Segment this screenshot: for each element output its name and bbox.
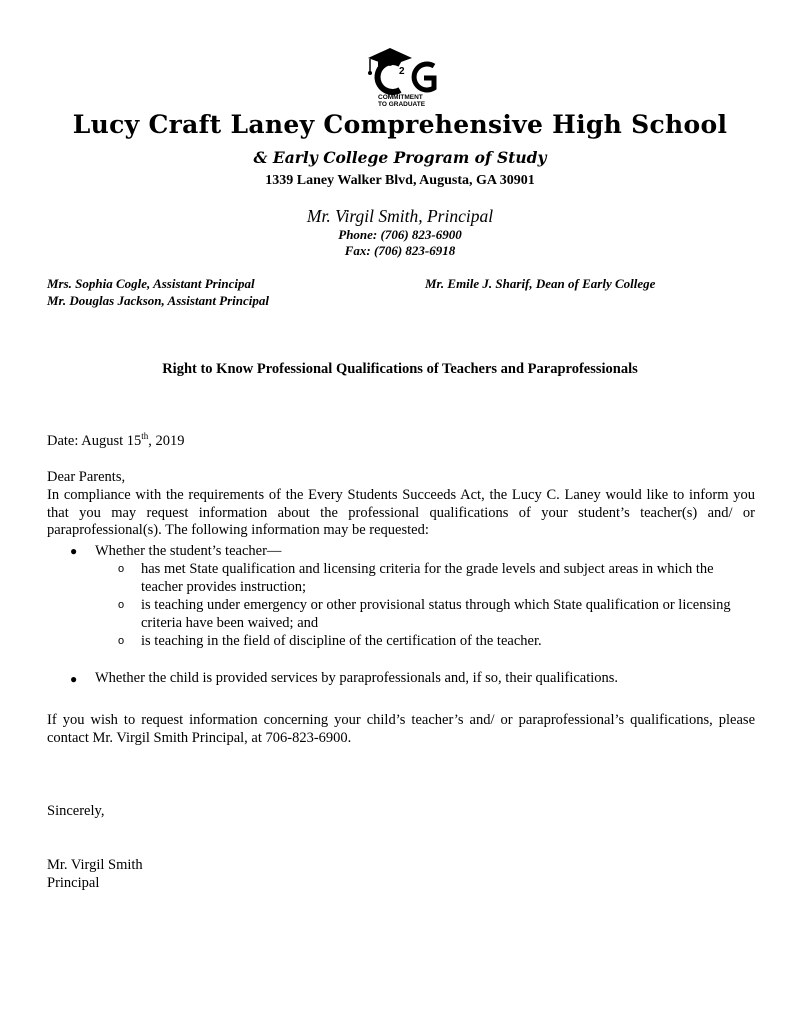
dean-early-college: Mr. Emile J. Sharif, Dean of Early College (425, 276, 656, 291)
program-name: & Early College Program of Study (253, 148, 547, 167)
logo-tagline-line-1: COMMITMENT (378, 94, 423, 101)
date-prefix: Date: August 15 (47, 433, 142, 449)
fax-number: Fax: (706) 823-6918 (344, 243, 456, 258)
signature-title: Principal (47, 875, 100, 891)
logo-superscript: 2 (399, 66, 405, 77)
logo-tagline-line-2: TO GRADUATE (378, 101, 426, 108)
bullet-teacher: Whether the student’s teacher— (95, 543, 282, 559)
document-title: Right to Know Professional Qualifications of Teachers and Paraprofessionals (162, 361, 638, 377)
sub-item-qualification: has met State qualification and licensing criteria for the grade levels and subject areas in which the teacher provides instruction; (141, 561, 714, 595)
closing: Sincerely, (47, 803, 105, 819)
assistant-principal-2: Mr. Douglas Jackson, Assistant Principal (47, 293, 270, 308)
hollow-circle-icon: o (118, 563, 125, 575)
closing-paragraph: If you wish to request information concerning your child’s teacher’s and/ or paraprofessional’s qualifications, please contact Mr. Virgil Smith Principal, at 706-823-6900. (47, 712, 755, 746)
date-suffix: , 2019 (148, 433, 185, 449)
school-name: Lucy Craft Laney Comprehensive High School (72, 110, 728, 139)
hollow-circle-icon: o (118, 635, 125, 647)
bullet-dot-icon: ● (70, 672, 78, 686)
school-address: 1339 Laney Walker Blvd, Augusta, GA 30901 (265, 173, 535, 188)
greeting: Dear Parents, (47, 469, 126, 485)
principal-heading: Mr. Virgil Smith, Principal (306, 206, 494, 226)
letter-date (47, 433, 185, 451)
intro-paragraph: In compliance with the requirements of the Every Students Succeeds Act, the Lucy C. Laney would like to inform you that you may request information about the professional qualifications of your student’s teacher(s) and/ or paraprofessional(s). The following information may be requested: (47, 487, 755, 538)
sub-item-discipline: is teaching in the field of discipline of the certification of the teacher. (141, 633, 542, 649)
signature-name: Mr. Virgil Smith (47, 857, 143, 873)
hollow-circle-icon: o (118, 599, 125, 611)
date-ordinal: th (141, 431, 149, 442)
assistant-principal-1: Mrs. Sophia Cogle, Assistant Principal (47, 276, 255, 291)
bullet-dot-icon: ● (70, 544, 78, 558)
phone-number: Phone: (706) 823-6900 (338, 227, 462, 242)
sub-item-emergency-status: is teaching under emergency or other provisional status through which State qualification or licensing criteria have been waived; and (141, 597, 731, 631)
bullet-paraprofessionals: Whether the child is provided services by paraprofessionals and, if so, their qualifications. (95, 670, 619, 686)
logo-tagline (378, 94, 440, 108)
